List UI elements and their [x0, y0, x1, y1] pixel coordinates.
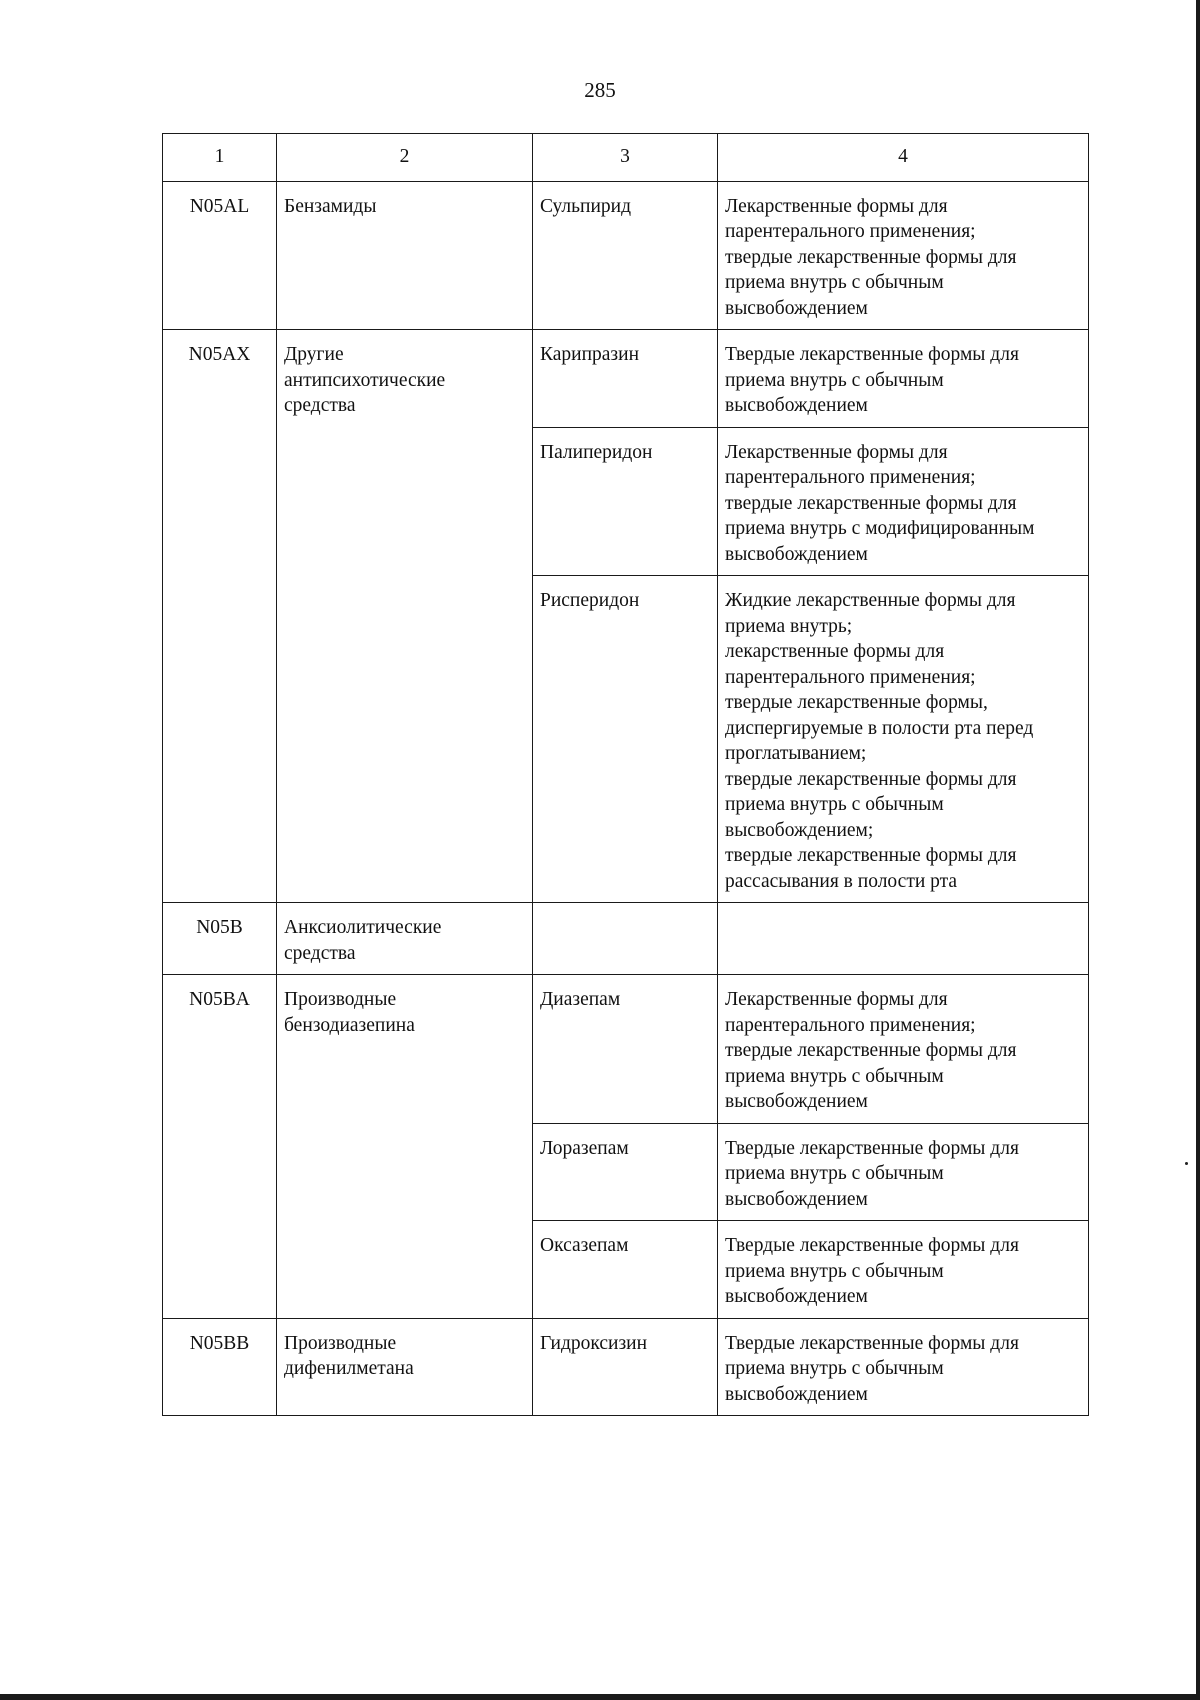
group-name-cell: Производные дифенилметана — [277, 1318, 533, 1416]
header-cell-2: 2 — [277, 134, 533, 182]
dosage-forms-cell: Твердые лекарственные формы для приема внутрь с обычным высвобождением — [718, 1221, 1089, 1319]
table-row — [163, 1318, 1089, 1416]
dosage-forms-cell: Твердые лекарственные формы для приема внутрь с обычным высвобождением — [718, 1318, 1089, 1416]
drug-name-cell: Рисперидон — [533, 576, 718, 903]
table-row — [163, 330, 1089, 428]
table-row — [163, 903, 1089, 975]
group-name-cell: Производные бензодиазепина — [277, 975, 533, 1319]
group-name-cell: Анксиолитические средства — [277, 903, 533, 975]
page-number: 285 — [584, 78, 616, 102]
atc-code-cell: N05B — [163, 903, 277, 975]
table-row — [163, 975, 1089, 1124]
atc-code-cell: N05BA — [163, 975, 277, 1319]
drug-name-cell: Палиперидон — [533, 427, 718, 576]
atc-code-cell: N05AX — [163, 330, 277, 903]
scan-speck — [1185, 1162, 1188, 1165]
dosage-forms-cell: Твердые лекарственные формы для приема внутрь с обычным высвобождением — [718, 1123, 1089, 1221]
drug-name-cell: Гидроксизин — [533, 1318, 718, 1416]
dosage-forms-cell — [718, 903, 1089, 975]
dosage-forms-cell: Жидкие лекарственные формы для приема внутрь; лекарственные формы для парентерального применения; твердые лекарственные формы, диспергируемые в полости рта перед проглатыванием; твердые лекарственные формы для приема внутрь с обычным высвобождением; твердые лекарственные формы для рассасывания в полости рта — [718, 576, 1089, 903]
header-cell-4: 4 — [718, 134, 1089, 182]
medication-table — [162, 133, 1089, 1416]
drug-name-cell: Сульпирид — [533, 181, 718, 330]
group-name-cell: Бензамиды — [277, 181, 533, 330]
drug-name-cell: Оксазепам — [533, 1221, 718, 1319]
drug-name-cell — [533, 903, 718, 975]
dosage-forms-cell: Лекарственные формы для парентерального применения; твердые лекарственные формы для приема внутрь с модифицированным высвобождением — [718, 427, 1089, 576]
dosage-forms-cell: Твердые лекарственные формы для приема внутрь с обычным высвобождением — [718, 330, 1089, 428]
dosage-forms-cell: Лекарственные формы для парентерального применения; твердые лекарственные формы для приема внутрь с обычным высвобождением — [718, 181, 1089, 330]
drug-name-cell: Карипразин — [533, 330, 718, 428]
table-row — [163, 181, 1089, 330]
atc-code-cell: N05BB — [163, 1318, 277, 1416]
table-body — [163, 134, 1089, 1416]
drug-name-cell: Диазепам — [533, 975, 718, 1124]
table-header-row — [163, 134, 1089, 182]
header-cell-1: 1 — [163, 134, 277, 182]
drug-name-cell: Лоразепам — [533, 1123, 718, 1221]
group-name-cell: Другие антипсихотические средства — [277, 330, 533, 903]
dosage-forms-cell: Лекарственные формы для парентерального применения; твердые лекарственные формы для приема внутрь с обычным высвобождением — [718, 975, 1089, 1124]
atc-code-cell: N05AL — [163, 181, 277, 330]
header-cell-3: 3 — [533, 134, 718, 182]
